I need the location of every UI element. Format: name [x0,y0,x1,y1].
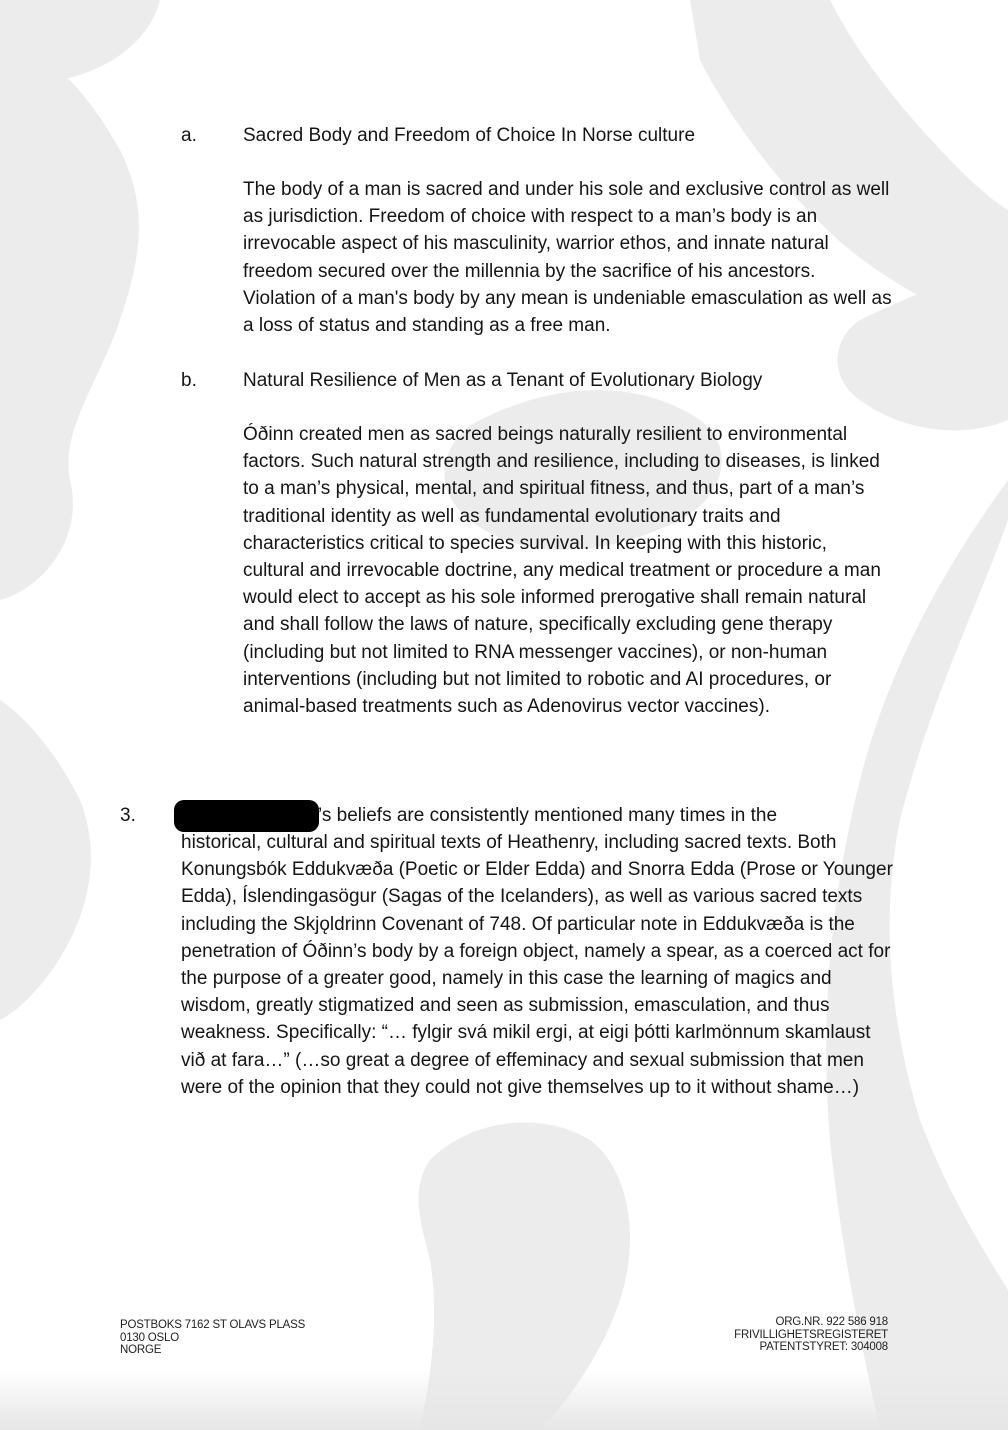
section-a-marker: a. [181,125,197,146]
footer-patent: PATENTSTYRET: 304008 [759,1341,888,1353]
footer-registration [734,1316,888,1354]
section-b-body: Óðinn created men as sacred beings naturally resilient to environmental factors. Such natural strength and resilience, including to diseases, is linked to a man’s physical, mental, and spiritual fitness, and thus, part of a man’s traditional identity as well as fundamental evolutionary traits and characteristics critical to species survival. In keeping with this historic, cultural and irrevocable doctrine, any medical treatment or procedure a man would elect to accept as his sole informed prerogative shall remain natural and shall follow the laws of nature, specifically excluding gene therapy (including but not limited to RNA messenger vaccines), or non-human interventions (including but not limited to robotic and AI procedures, or animal-based treatments such as Adenovirus vector vaccines). [243,424,881,718]
footer-org-number: ORG.NR. 922 586 918 [775,1316,888,1328]
item-3-body: historical, cultural and spiritual texts of Heathenry, including sacred texts. Both Konungsbók Eddukvæða (Poetic or Elder Edda) and Snorra Edda (Prose or Younger Edda), Íslendingasögur (Sagas of the Icelanders), as well as various sacred texts including the Skjǫldrinn Covenant of 748. Of particular note in Eddukvæða is the penetration of Óðinn’s body by a foreign object, namely a spear, as a coerced act for the purpose of a greater good, namely in this case the learning of magics and wisdom, greatly stigmatized and seen as submission, emasculation, and thus weakness. Specifically: “… fylgir svá mikil ergi, at eigi þótti karlmönnum skamlaust við at fara…” (…so great a degree of effeminacy and sexual submission that men were of the opinion that they could not give themselves up to it without shame…) [181,832,893,1098]
item-3-number: 3. [120,805,136,826]
footer-address [120,1319,305,1357]
section-a-heading: Sacred Body and Freedom of Choice In Norse culture [243,125,696,146]
footer-address-line-2: 0130 OSLO [120,1331,179,1344]
footer-address-line-1: POSTBOKS 7162 ST OLAVS PLASS [120,1319,306,1331]
section-b-heading: Natural Resilience of Men as a Tenant of Evolutionary Biology [243,370,763,391]
section-b-marker: b. [181,370,197,391]
item-3-first-line: ’s beliefs are consistently mentioned many times in the [318,805,778,826]
footer-address-line-3: NORGE [120,1344,162,1356]
redaction-bar [174,800,319,832]
section-a-body: The body of a man is sacred and under his sole and exclusive control as well as jurisdiction. Freedom of choice with respect to a man’s body is an irrevocable aspect of his masculinity, warrior ethos, and innate natural freedom secured over the millennia by the sacrifice of his ancestors. Violation of a man's body by any mean is undeniable emasculation as well as a loss of status and standing as a free man. [243,179,892,337]
footer-registry: FRIVILLIGHETSREGISTERET [734,1328,888,1341]
